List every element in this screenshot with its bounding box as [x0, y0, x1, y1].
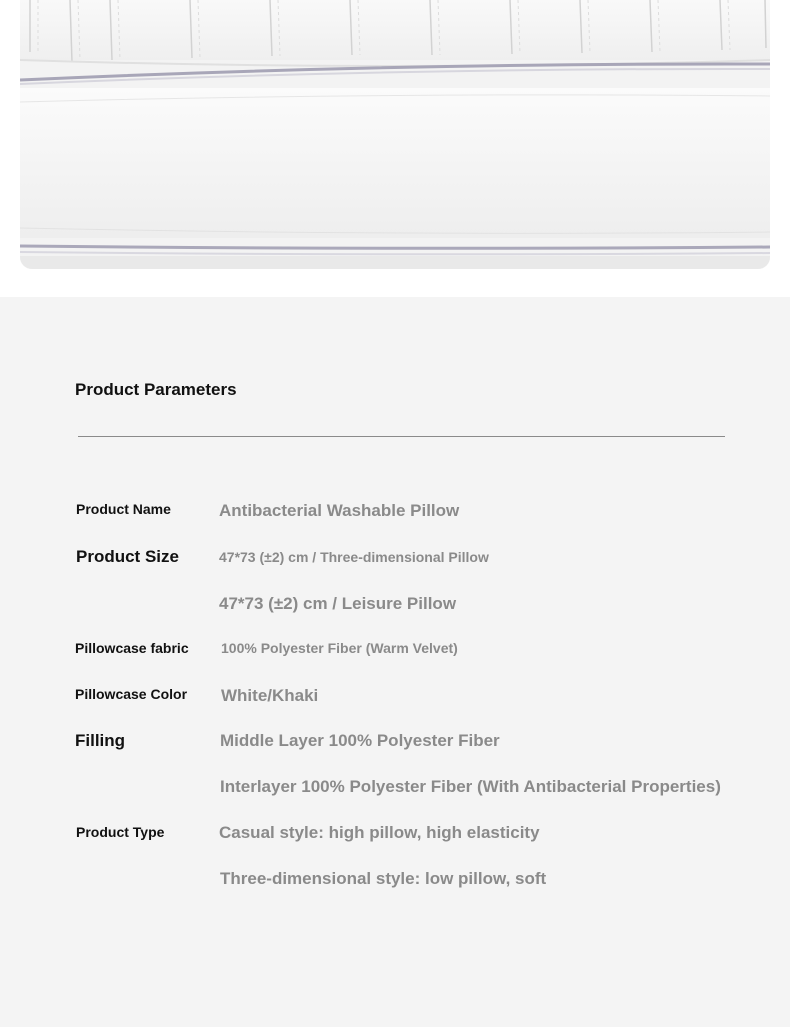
product-size-label: Product Size — [76, 547, 179, 566]
product-type-label: Product Type — [76, 824, 165, 840]
section-title: Product Parameters — [75, 380, 237, 399]
product-size-value-2: 47*73 (±2) cm / Leisure Pillow — [219, 594, 457, 613]
product-size-value-1: 47*73 (±2) cm / Three-dimensional Pillow — [219, 549, 489, 565]
filling-label: Filling — [75, 731, 126, 750]
filling-value-1: Middle Layer 100% Polyester Fiber — [220, 731, 500, 750]
pillowcase-fabric-value: 100% Polyester Fiber (Warm Velvet) — [221, 640, 458, 656]
divider — [78, 436, 725, 437]
pillowcase-color-label: Pillowcase Color — [75, 686, 188, 702]
pillowcase-color-value: White/Khaki — [221, 686, 319, 705]
filling-value-2: Interlayer 100% Polyester Fiber (With Antibacterial Properties) — [220, 777, 721, 796]
product-type-value-1: Casual style: high pillow, high elasticity — [219, 823, 540, 842]
product-hero-image — [20, 0, 770, 269]
product-name-value: Antibacterial Washable Pillow — [219, 501, 460, 520]
product-name-label: Product Name — [76, 501, 171, 517]
pillowcase-fabric-label: Pillowcase fabric — [75, 640, 189, 656]
product-type-value-2: Three-dimensional style: low pillow, soft — [220, 869, 547, 888]
product-parameters-section — [0, 297, 790, 1027]
